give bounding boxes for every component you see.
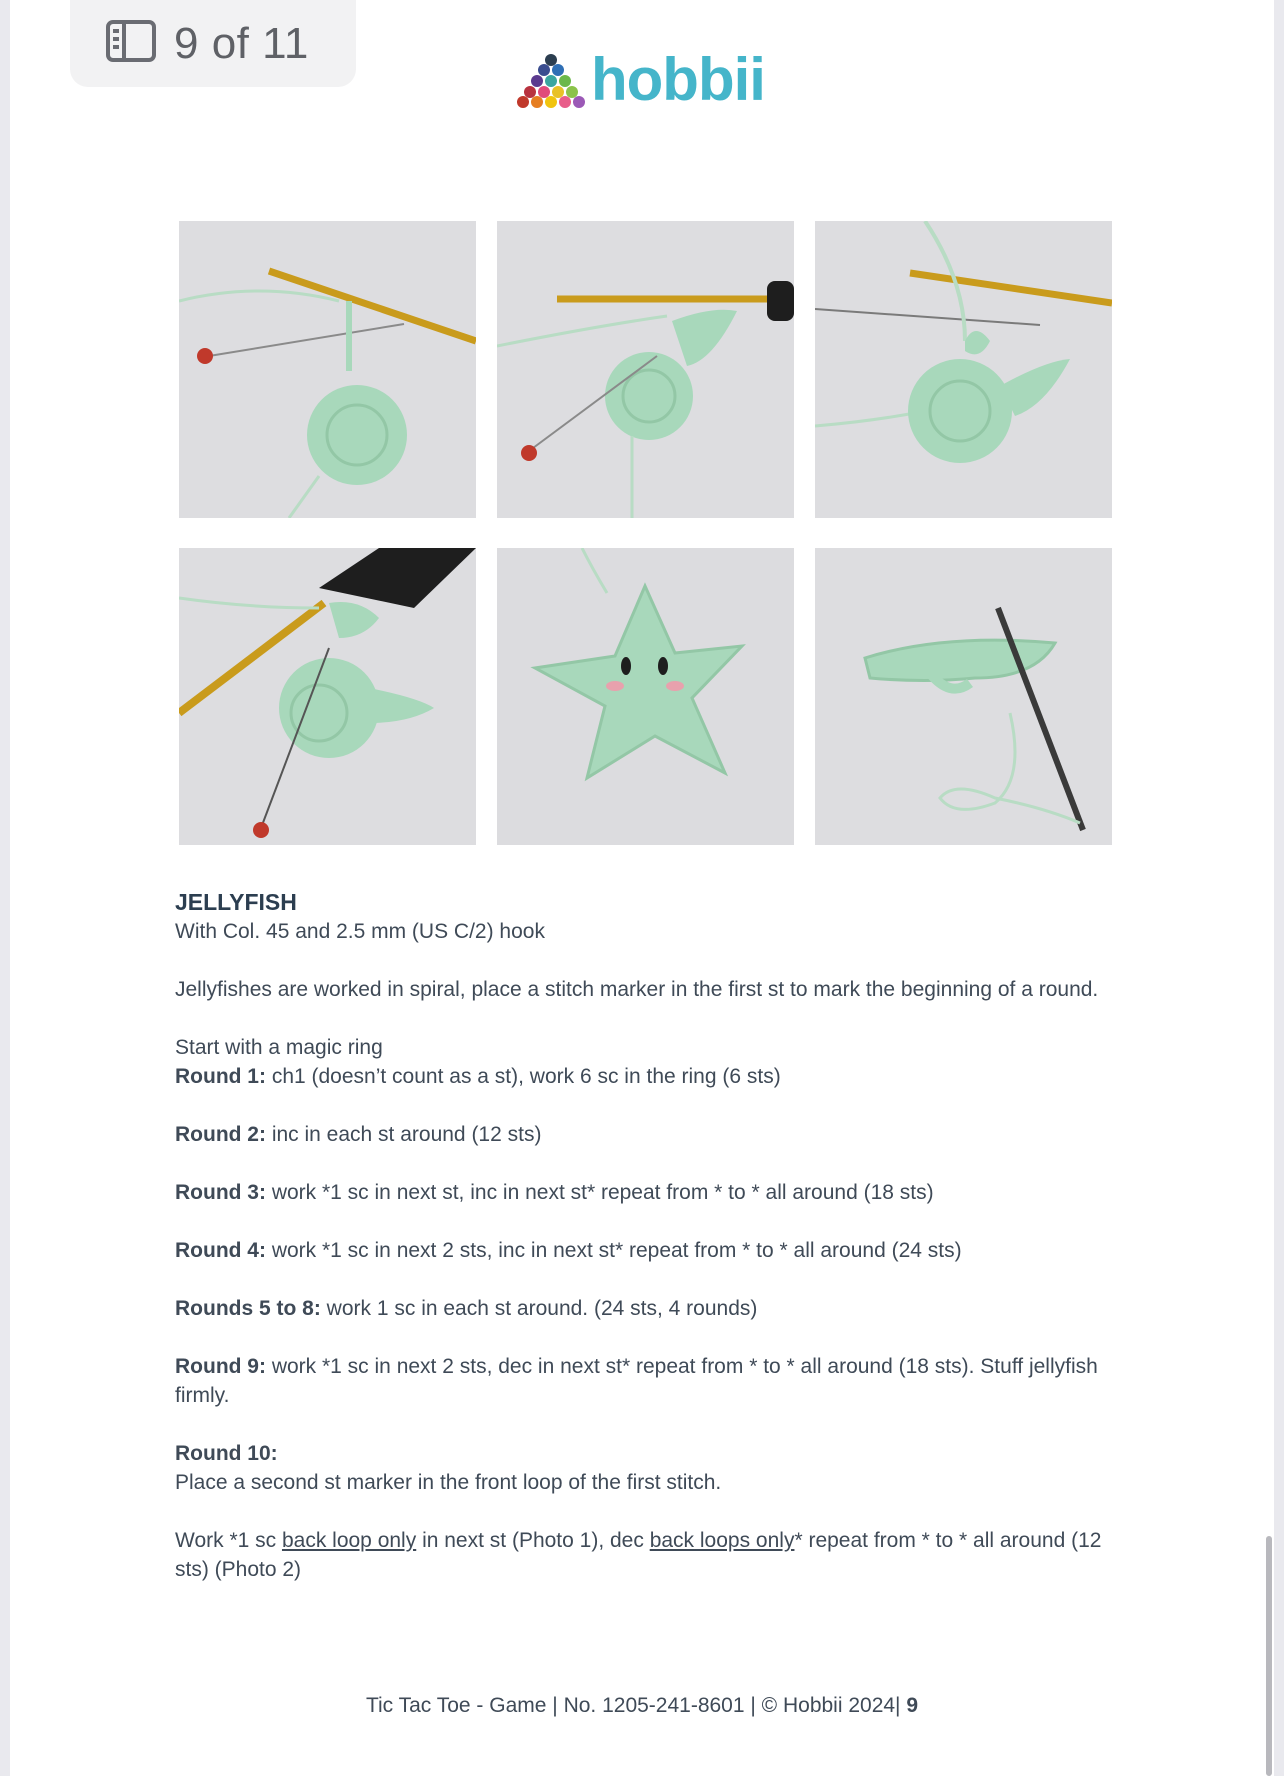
photo-3 bbox=[815, 221, 1112, 518]
document-page bbox=[10, 0, 1274, 1776]
photo-4 bbox=[179, 548, 476, 845]
rounds-5-to-8 bbox=[175, 1294, 1115, 1323]
footer-text: Tic Tac Toe - Game | No. 1205-241-8601 | © Hobbii 2024| bbox=[365, 1694, 907, 1717]
sidebar-toggle-icon[interactable] bbox=[106, 20, 156, 67]
page-indicator-text: 9 of 11 bbox=[174, 18, 309, 68]
round-text: ch1 (doesn’t count as a st), work 6 sc in the ring (6 sts) bbox=[265, 1065, 781, 1088]
round-text: work *1 sc in next 2 sts, dec in next st* repeat from * to * all around (18 sts). Stuff jellyfish firmly. bbox=[175, 1355, 1098, 1407]
section-subtitle: With Col. 45 and 2.5 mm (US C/2) hook bbox=[175, 920, 545, 943]
round-1 bbox=[175, 1062, 1115, 1091]
page-footer bbox=[10, 1694, 1274, 1718]
underlined-text: back loops only bbox=[649, 1529, 795, 1552]
round-label: Round 2: bbox=[175, 1123, 266, 1146]
scrollbar-thumb[interactable] bbox=[1266, 1536, 1272, 1776]
round-9 bbox=[175, 1352, 1115, 1410]
hobbii-logo bbox=[517, 48, 765, 112]
underlined-text: back loop only bbox=[281, 1529, 417, 1552]
pattern-text bbox=[175, 888, 1115, 1584]
round-text: work *1 sc in next st, inc in next st* repeat from * to * all around (18 sts) bbox=[265, 1181, 934, 1204]
logo-wordmark: hobbii bbox=[591, 46, 765, 113]
round-4 bbox=[175, 1236, 1115, 1265]
text-span: in next st (Photo 1), dec bbox=[416, 1529, 650, 1552]
round-text: work *1 sc in next 2 sts, inc in next st* repeat from * to * all around (24 sts) bbox=[265, 1239, 962, 1262]
round-label: Rounds 5 to 8: bbox=[175, 1297, 321, 1320]
yarn-pyramid-icon bbox=[517, 52, 585, 108]
round-text: work 1 sc in each st around. (24 sts, 4 rounds) bbox=[320, 1297, 758, 1320]
start-instruction: Start with a magic ring bbox=[175, 1036, 383, 1059]
section-title: JELLYFISH bbox=[175, 889, 297, 915]
photo-2 bbox=[497, 221, 794, 518]
round-10-label: Round 10: bbox=[175, 1442, 278, 1465]
footer-page-number: 9 bbox=[906, 1694, 919, 1717]
round-label: Round 4: bbox=[175, 1239, 266, 1262]
round-label: Round 1: bbox=[175, 1065, 266, 1088]
photo-6 bbox=[815, 548, 1112, 845]
text-span: Work *1 sc bbox=[175, 1529, 282, 1552]
round-text: inc in each st around (12 sts) bbox=[265, 1123, 542, 1146]
text-span: * repeat from * to * all around (12 sts) (Photo 2) bbox=[175, 1529, 1102, 1581]
round-label: Round 9: bbox=[175, 1355, 266, 1378]
round-10-instruction bbox=[175, 1526, 1115, 1584]
round-label: Round 3: bbox=[175, 1181, 266, 1204]
round-3 bbox=[175, 1178, 1115, 1207]
section-intro: Jellyfishes are worked in spiral, place a stitch marker in the first st to mark the beginning of a round. bbox=[175, 978, 1099, 1001]
photo-5 bbox=[497, 548, 794, 845]
page-indicator[interactable] bbox=[70, 0, 356, 87]
round-10-line1: Place a second st marker in the front loop of the first stitch. bbox=[175, 1471, 722, 1494]
round-2 bbox=[175, 1120, 1115, 1149]
photo-1 bbox=[179, 221, 476, 518]
